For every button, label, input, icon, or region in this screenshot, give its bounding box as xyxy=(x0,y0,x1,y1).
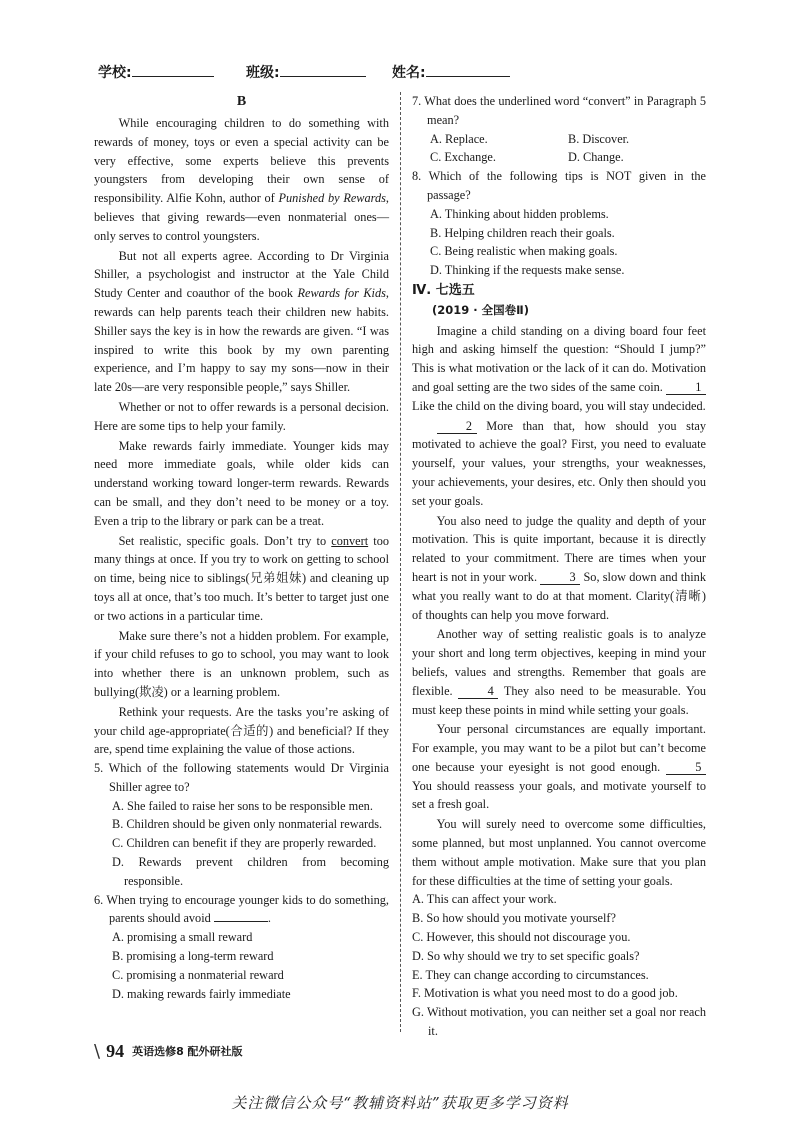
passage-b-title: B xyxy=(236,94,247,109)
underlined-word: convert xyxy=(331,533,369,548)
student-info-header xyxy=(98,62,658,86)
answer-option: B. Helping children reach their goals. xyxy=(430,225,615,240)
column-divider xyxy=(400,92,401,1032)
answer-option: A. promising a small reward xyxy=(112,930,253,945)
passage-paragraph: Make sure there’s not a hidden problem. For example, if your child refuses to go to school, you may want to look into whether there is an unknown problem, such as bullying(欺凌) or a learning problem. xyxy=(94,628,389,699)
class-field xyxy=(246,62,366,82)
book-title: Punished by Rewards xyxy=(278,191,386,206)
answer-option: C. Children can benefit if they are properly rewarded. xyxy=(112,836,377,851)
footer-slash-decoration: \ xyxy=(94,1040,101,1062)
answer-option: C. promising a nonmaterial reward xyxy=(112,967,284,982)
question-7 xyxy=(412,92,706,167)
name-blank xyxy=(426,62,510,77)
question-stem: 7. What does the underlined word “convert” in Paragraph 5 mean? xyxy=(412,94,706,127)
answer-blank xyxy=(214,909,268,922)
name-field xyxy=(392,62,510,82)
answer-option: D. Rewards prevent children from becoming responsible. xyxy=(112,855,389,888)
cloze-paragraph: You will surely need to overcome some difficulties, some planned, but most unplanned. You cannot overcome them without ample motivation. Make sure that you plan for these difficulties at the time of setting your goals. xyxy=(412,817,706,888)
question-5 xyxy=(94,759,389,891)
class-blank xyxy=(280,62,366,77)
blank-2: 2 xyxy=(437,419,477,434)
school-field xyxy=(98,62,214,82)
passage-paragraph: While encouraging children to do something with rewards of money, toys or even a special activity can be very effective, some experts believe this prevents youngsters from developing their own sense of responsibility. Alfie Kohn, author of Punished by Rewards, believes that giving rewards—even nonmaterial ones—only serves to control youngsters. xyxy=(94,116,389,243)
choice-item: G. Without motivation, you can neither set a goal nor reach it. xyxy=(412,1005,706,1039)
choice-item: F. Motivation is what you need most to do a good job. xyxy=(412,986,678,1001)
question-stem: 6. When trying to encourage younger kids to do something, parents should avoid . xyxy=(94,892,389,926)
question-stem: 5. Which of the following statements would Dr Virginia Shiller agree to? xyxy=(94,761,389,794)
answer-option: C. Being realistic when making goals. xyxy=(430,244,618,259)
choice-item: E. They can change according to circumstances. xyxy=(412,967,649,982)
choice-item: C. However, this should not discourage you. xyxy=(412,930,631,945)
answer-option: A. Replace. xyxy=(430,131,488,146)
choice-list xyxy=(412,890,706,1040)
book-title: Rewards for Kids xyxy=(297,286,386,301)
cloze-paragraph: Another way of setting realistic goals is to analyze your short and long term objectives, keeping in mind your beliefs, values and strengths. Remember that goals are flexible. 4 They also need to be measurable. You must keep these points in mind while setting your goals. xyxy=(412,627,707,717)
passage-paragraph: Make rewards fairly immediate. Younger kids may need more immediate goals, while older kids can understand working toward longer-term rewards. Rewards can be small, and they don’t need to be money or a toy. Even a trip to the library or park can be a treat. xyxy=(94,438,389,528)
option-row xyxy=(412,148,706,167)
choice-item: B. So how should you motivate yourself? xyxy=(412,911,616,926)
cloze-paragraph: You also need to judge the quality and depth of your motivation. This is quite important, because it is directly related to your commitment. There are times when your heart is not in your work. 3 So, slow down and think what you really want to do at that moment. Clarity(清晰) of thoughts can help you move forward. xyxy=(412,513,706,622)
blank-3: 3 xyxy=(540,570,580,585)
cloze-paragraph: Imagine a child standing on a diving board four feet high and asking himself the question: “Should I jump?” This is what motivation or the lack of it can do. Motivation and goal setting are the two sides of the same coin. 1 Like the child on the diving board, you will stay undecided. xyxy=(412,323,706,413)
answer-option: A. Thinking about hidden problems. xyxy=(430,206,609,221)
answer-option: B. promising a long-term reward xyxy=(112,949,274,964)
class-label: 班级: xyxy=(246,65,280,81)
right-column xyxy=(412,92,706,1041)
blank-1: 1 xyxy=(666,380,706,395)
choice-item: D. So why should we try to set specific goals? xyxy=(412,948,640,963)
answer-option: B. Discover. xyxy=(568,131,630,146)
school-label: 学校: xyxy=(98,65,132,81)
cloze-paragraph: Your personal circumstances are equally important. For example, you may want to be a pilot but can’t become one because your eyesight is not good enough. 5 You should reassess your goals, and motivate yourself to set a fresh goal. xyxy=(412,722,706,812)
passage-paragraph: But not all experts agree. According to Dr Virginia Shiller, a psychologist and instructor at the Yale Child Study Center and coauthor of the book Rewards for Kids, rewards can help parents teach their children new habits. Shiller says the key is in how the rewards are given. “I was inspired to write this book by my own parenting experience, and I’m happy to say my sons—now in their late 20s—are very responsible people,” says Shiller. xyxy=(94,248,389,395)
blank-5: 5 xyxy=(666,760,706,775)
question-stem: 8. Which of the following tips is NOT given in the passage? xyxy=(412,169,706,202)
answer-option: B. Children should be given only nonmaterial rewards. xyxy=(112,817,383,832)
name-label: 姓名: xyxy=(392,65,426,81)
choice-item: A. This can affect your work. xyxy=(412,892,557,907)
question-8 xyxy=(412,167,706,280)
exam-source: (2019 · 全国卷Ⅱ) xyxy=(432,302,529,317)
question-6 xyxy=(94,891,389,1004)
left-column xyxy=(94,92,389,1003)
answer-option: D. Thinking if the requests make sense. xyxy=(430,263,625,278)
passage-paragraph: Whether or not to offer rewards is a personal decision. Here are some tips to help your family. xyxy=(94,399,389,433)
answer-option: A. She failed to raise her sons to be responsible men. xyxy=(112,798,373,813)
answer-option: C. Exchange. xyxy=(430,150,496,165)
page-footer xyxy=(94,1041,243,1061)
answer-option: D. making rewards fairly immediate xyxy=(112,986,291,1001)
page-number: 94 xyxy=(106,1040,125,1061)
passage-paragraph: Set realistic, specific goals. Don’t try to convert too many things at once. If you try to work on getting to school on time, being nice to siblings(兄弟姐妹) and cleaning up toys all at once, that’s too much. It’s better to target just one or two actions in a particular time. xyxy=(94,533,389,623)
cloze-paragraph: 2 More than that, how should you stay motivated to achieve the goal? First, you need to evaluate yourself, your values, your strengths, your weaknesses, your achievements, your desires, etc. Only then should you set your goals. xyxy=(412,418,706,508)
promo-note: 关注微信公众号“教辅资料站”获取更多学习资料 xyxy=(231,1094,569,1112)
school-blank xyxy=(132,62,214,77)
passage-paragraph: Rethink your requests. Are the tasks you’re asking of your child age-appropriate(合适的) and beneficial? If they are, spend time explaining the value of those actions. xyxy=(94,704,389,757)
option-row xyxy=(412,130,706,149)
section-heading: Ⅳ. 七选五 xyxy=(412,282,475,298)
book-name: 英语选修8 配外研社版 xyxy=(132,1045,243,1058)
answer-option: D. Change. xyxy=(568,150,624,165)
blank-4: 4 xyxy=(458,684,498,699)
